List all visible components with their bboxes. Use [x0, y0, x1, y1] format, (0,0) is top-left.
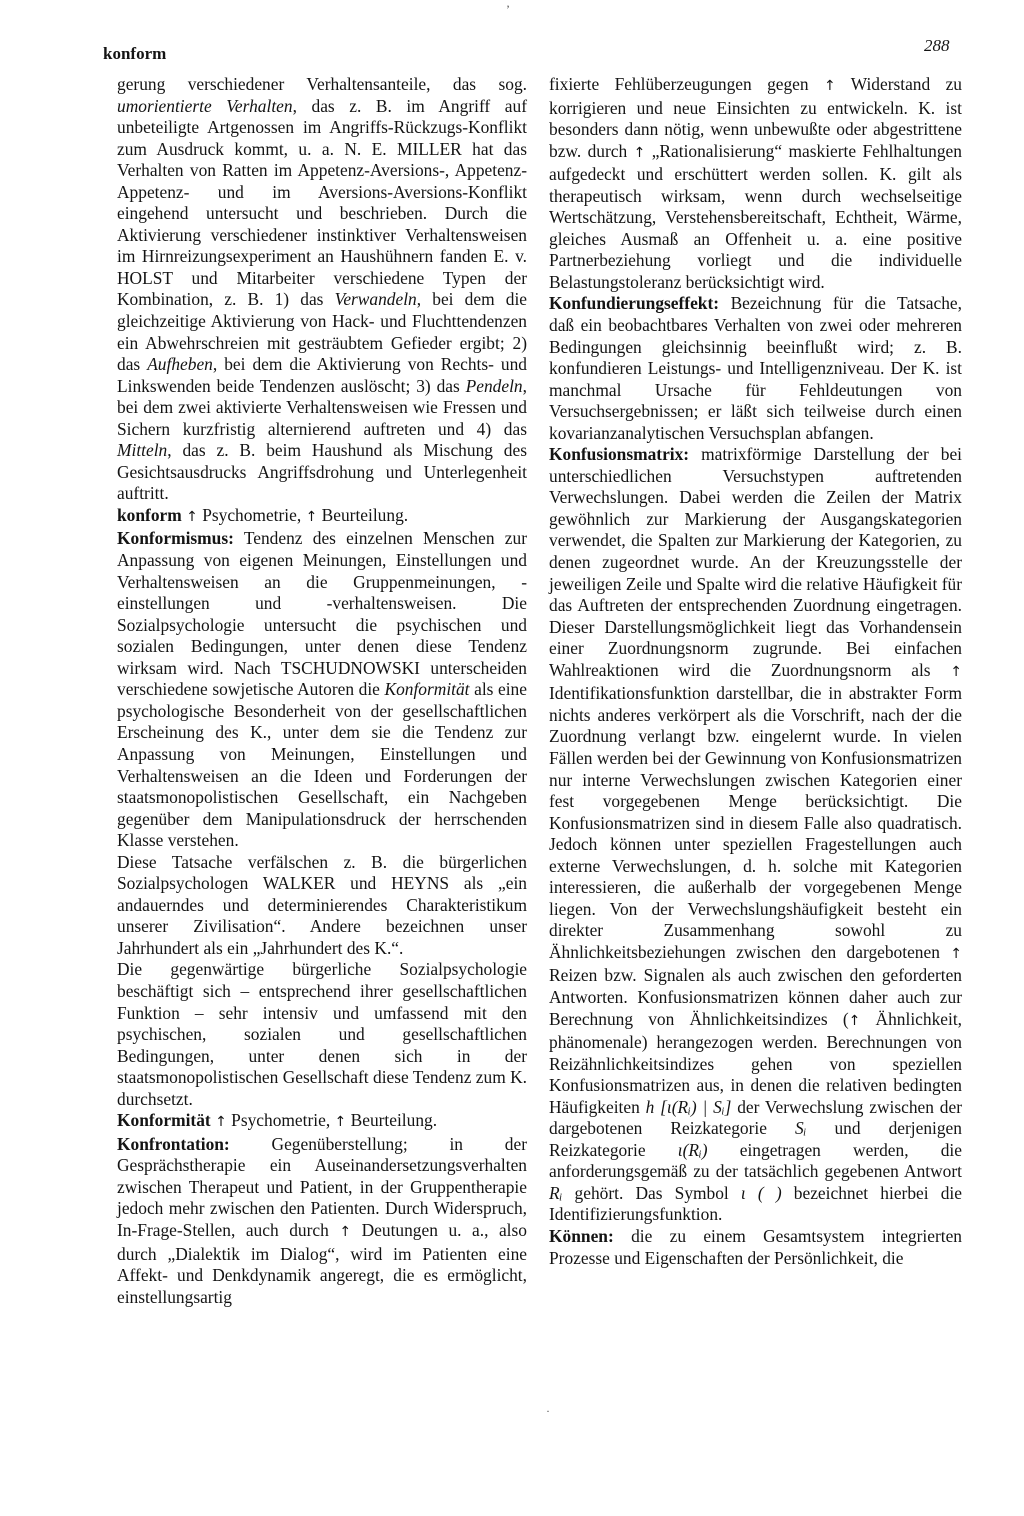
- formula: ι ( ): [740, 1182, 782, 1203]
- cross-reference-arrow-icon: ↑: [339, 1223, 352, 1240]
- cross-reference-arrow-icon: ↑: [823, 78, 836, 94]
- entry-continuation: [117, 74, 527, 505]
- emphasis: Konformität: [384, 679, 470, 700]
- paragraph: Die gegenwärtige bürgerliche Sozialpsychologie beschäftigt sich – entsprechend ihrer gesellschaftlichen Funktion – sehr intensiv und umfassend mit den psychischen, sozialen und gesellschaftlichen Bedingungen, unter denen sich in der staatsmonopolistischen Gesellschaft diese Tendenz zum K. durchsetzt.: [117, 959, 527, 1109]
- text: gehört. Das Symbol: [574, 1182, 729, 1203]
- entry-konformitaet: [117, 1110, 527, 1134]
- running-head: konform: [103, 44, 167, 63]
- entry-konform: [117, 505, 527, 529]
- text: der Verwechslung zwischen der dargebotenen Reizkategorie: [549, 1096, 962, 1139]
- formula: Sᵢ: [794, 1118, 807, 1139]
- text: darstellbar, die in abstrakter Form nichts anderes verkörpert als die Vorschrift, nach der die Zuordnung verlangt bzw. eingelernt wurde. In vielen Fällen werden bei der Gewinnung von Konfusionsmatrizen nur interne Verwechslungen zwischen Kategorien einer fest vorgegebenen Menge berücksichtigt. Die Konfusionsmatrizen sind in diesem Falle also quadratisch. Jedoch können unter speziellen Fragestellungen auch externe Verwechslungen, d. h. solche mit Kategorien interessieren, die außerhalb der vorgegebenen Menge liegen. Von der Verwechslungshäufigkeit besteht ein direkter Zusammenhang sowohl zu Ähnlichkeitsbeziehungen zwischen den dargebotenen: [549, 683, 962, 962]
- formula: ι(Rᵢ): [677, 1139, 708, 1160]
- page-number: 288: [924, 36, 950, 55]
- entry-koennen: [549, 1226, 962, 1269]
- entry-term: Konfusionsmatrix:: [549, 444, 690, 465]
- entry-konfusionsmatrix: [549, 444, 962, 1226]
- cross-reference-arrow-icon: ↑: [950, 663, 962, 680]
- cross-reference-link[interactable]: „Rationalisierung“: [651, 140, 783, 161]
- text: bezeichnet hierbei die Identifizierungsfunktion.: [549, 1182, 962, 1225]
- entry-konfundierungseffekt: [549, 293, 962, 444]
- text: u. a., also durch „Dialektik im Dialog“, wird im Patienten eine Affekt- und Denkdynamik angeregt, die es ermöglicht, einstellungsartig: [117, 1219, 527, 1307]
- cross-reference-link[interactable]: Ähnlichkeit, phänomenale): [549, 1008, 962, 1053]
- text: , bei dem die Aktivierung von Rechts- und Linkswenden beide Tendenzen auslöscht; 3) das: [117, 354, 527, 396]
- text: , bei dem die gleichzeitige Aktivierung von Hack- und Fluchttendenzen ein Abwehrschreien mit gesträubtem Gefieder ergibt; 2) das: [117, 289, 528, 375]
- cross-reference-arrow-icon: ↑: [848, 1012, 861, 1029]
- text: Bezeichnung für die Tatsache, daß ein beobachtbares Verhalten von zwei oder mehreren Bedingungen gleichsinnig beeinflußt wird; z. B. konfundieren Leistungs- und Intelligenzniveau. Der K. ist manchmal Ursache für Fehldeutungen von Versuchsergebnissen; er läßt sich teilweise durch einen kovarianzanalytischen Versuchsplan abfangen.: [549, 293, 962, 443]
- entry-konfrontation-continued: [549, 74, 962, 293]
- entry-term: Konfundierungseffekt:: [549, 293, 720, 314]
- text: Tendenz des einzelnen Menschen zur Anpassung von eigenen Meinungen, Einstellungen und Verhaltensweisen an die Gruppenmeinungen, -einstellungen und -verhaltensweisen. Die Sozialpsychologie untersucht die psychischen und sozialen Bedingungen, unter denen diese Tendenz wirksam wird. Nach TSCHUDNOWSKI unterscheiden verschiedene sowjetische Autoren die: [117, 528, 527, 700]
- text: , das z. B. beim Haushund als Mischung des Gesichtsausdrucks Angriffsdrohung und Unterlegenheit auftritt.: [117, 440, 527, 504]
- text: herangezogen werden. Berechnungen von Reizähnlichkeitsindizes gehen von speziellen Konfusionsmatrizen aus, in denen die relativen bedingten Häufigkeiten: [549, 1032, 962, 1117]
- text: zu korrigieren und neue Einsichten zu entwickeln. K. ist besonders dann nötig, wenn unbewußte oder abgestrittene bzw. durch: [549, 74, 962, 161]
- cross-reference-arrow-icon: ↑: [215, 1114, 227, 1131]
- emphasis: umorientierte Verhalten: [117, 95, 293, 116]
- entry-term: Konformismus:: [117, 528, 234, 549]
- text: fixierte Fehlüberzeugungen gegen: [549, 74, 809, 94]
- text: matrixförmige Darstellung der bei unterschiedlichen Versuchstypen auftretenden Verwechslungen. Dabei werden die Zeilen der Matrix gewöhnlich zur Markierung der Ausgangskategorien verwendet, die Spalten zur Markierung der Kategorien, zu denen zugeordnet wurde. An der Kreuzungsstelle der jeweiligen Zeile und Spalte wird die relative Häufigkeit für das Auftreten der entsprechenden Zuordnung eingetragen. Dieser Darstellungsmöglichkeit liegt das Vorhandensein einer Zuordnungsnorm zugrunde. Bei einfachen Wahlreaktionen wird die Zuordnungsnorm als: [549, 444, 962, 680]
- emphasis: Mitteln: [117, 440, 168, 461]
- text: , das z. B. im Angriff auf unbeteiligte Artgenossen im Angriffs-Rückzugs-Konflikt zum Ausdruck kommt, u. a. N. E. MILLER hat das Verhalten von Ratten im Appetenz-Aversions-, Appetenz-Appetenz- und im Aversions-Aversions-Konflikt eingehend untersucht und beschrieben. Durch die Aktivierung verschiedener instinktiver Verhaltensweisen im Hirnreizungsexperiment an Haushühnern fanden E. v. HOLST und Mitarbeiter verschiedene Typen der Kombination, z. B. 1) das: [117, 95, 527, 310]
- text: maskierte Fehlhaltungen aufgedeckt und erschüttert werden sollen. K. gilt als therapeutisch wirksam, wenn durch wechselseitige Wertschätzung, Verstehensbereitschaft, Echtheit, Wärme, gleiches Ausmaß an Offenheit u. a. eine positive Partnerbeziehung vorliegt und die individuelle Belastungstoleranz berücksichtigt wird.: [549, 140, 962, 292]
- text: als eine psychologische Besonderheit von der gesellschaftlichen Erscheinung des K., unter dem sie die Tendenz zur Anpassung von Meinungen, Einstellungen und Verhaltensweisen an die Ideen und Forderungen der staatsmonopolistischen Gesellschaft, ein Nachgeben gegenüber dem Manipulationsdruck der herrschenden Klasse verstehen.: [117, 679, 527, 851]
- text: eingetragen werden, die anforderungsgemäß zu der tatsächlich gegebenen Antwort: [549, 1139, 962, 1182]
- emphasis: Verwandeln: [334, 289, 417, 310]
- formula: h [ι(Rᵢ) | Sᵢ]: [645, 1096, 732, 1117]
- left-column: [117, 74, 527, 1308]
- cross-reference-link[interactable]: Identifikationsfunktion: [549, 683, 710, 704]
- cross-reference-link[interactable]: Widerstand: [850, 74, 931, 94]
- right-column: [549, 74, 962, 1269]
- cross-reference-arrow-icon: ↑: [186, 508, 198, 525]
- cross-reference-arrow-icon: ↑: [633, 144, 646, 161]
- entry-term: Konformität: [117, 1110, 211, 1131]
- emphasis: Pendeln: [465, 375, 523, 396]
- cross-reference-arrow-icon: ↑: [334, 1114, 347, 1131]
- cross-reference-link[interactable]: Beurteilung.: [350, 1110, 438, 1131]
- text: bzw. Signalen als auch zwischen den geforderten Antworten. Konfusionsmatrizen können daher auch zur Berechnung von Ähnlichkeitsindizes (: [549, 965, 962, 1029]
- cross-reference-arrow-icon: ↑: [950, 945, 962, 962]
- text: die zu einem Gesamtsystem integrierten Prozesse und Eigenschaften der Persönlichkeit, die: [549, 1225, 962, 1268]
- entry-term: Konfrontation:: [117, 1133, 230, 1154]
- cross-reference-link[interactable]: Beurteilung.: [321, 504, 409, 525]
- text: , bei dem zwei aktivierte Verhaltensweisen wie Fressen und Sichern kurzfristig alternierend auftreten und 4) das: [117, 375, 527, 439]
- cross-reference-link[interactable]: Reizen: [549, 965, 598, 986]
- text: gerung verschiedener Verhaltensanteile, das sog.: [117, 74, 527, 94]
- paragraph: Diese Tatsache verfälschen z. B. die bürgerlichen Sozialpsychologen WALKER und HEYNS als „ein andauerndes und determinierendes Charakteristikum unserer Zivilisation“. Andere bezeichnen unser Jahrhundert als ein „Jahrhundert des K.“.: [117, 851, 527, 958]
- emphasis: Aufheben: [147, 354, 213, 375]
- formula: Rᵢ: [549, 1182, 563, 1203]
- entry-konformismus: [117, 528, 527, 1110]
- scan-mark-bottom: ·: [546, 1404, 550, 1418]
- scan-mark-top: ’: [506, 2, 510, 16]
- entry-konfrontation: [117, 1134, 527, 1308]
- cross-reference-link[interactable]: Psychometrie,: [231, 1110, 331, 1131]
- entry-term: Können:: [549, 1225, 614, 1246]
- cross-reference-link[interactable]: Deutungen: [361, 1219, 438, 1240]
- cross-reference-arrow-icon: ↑: [305, 508, 318, 525]
- entry-term: konform: [117, 504, 182, 525]
- text: Gegenüberstellung; in der Gesprächstherapie ein Auseinandersetzungsverhalten zwischen Therapeut und Patient, in der Gruppentherapie jedoch mehr zwischen den Patienten. Durch Widerspruch, In-Frage-Stellen, auch durch: [117, 1133, 527, 1240]
- text: und derjenigen Reizkategorie: [549, 1118, 962, 1160]
- cross-reference-link[interactable]: Psychometrie,: [202, 504, 302, 525]
